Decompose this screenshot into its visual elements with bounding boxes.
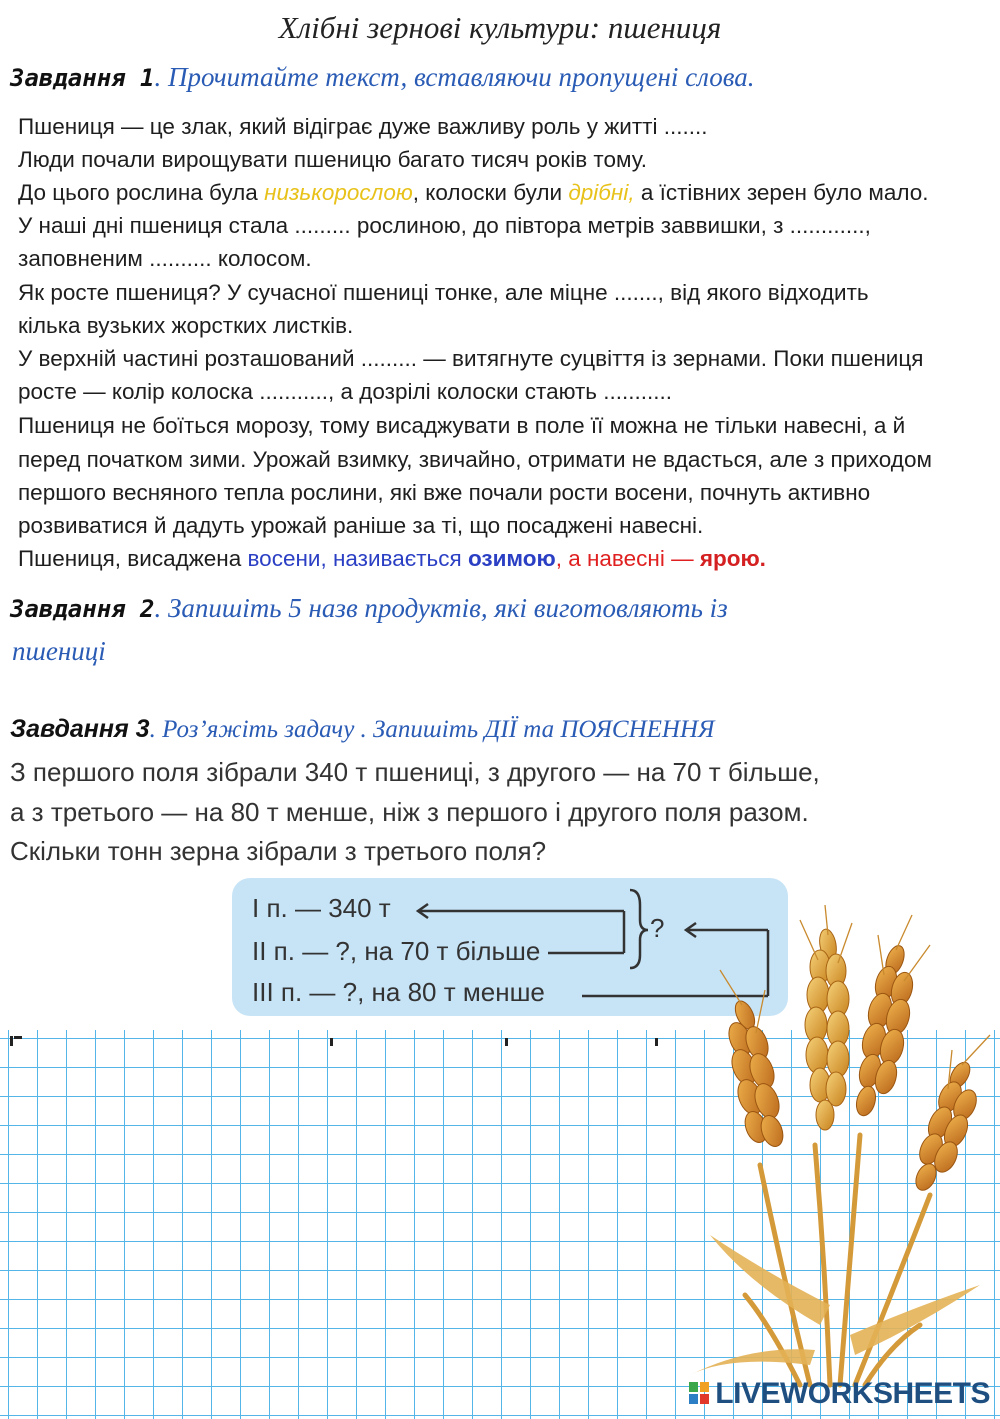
last-line-text-b: восени, називається (247, 546, 468, 571)
line3-text-c: , колоски були (412, 180, 569, 205)
highlight-word-short: низькорослою (264, 180, 413, 205)
task3-instruction: . Роз’яжіть задачу . Запишіть ДІЇ та ПОЯСНЕННЯ (149, 716, 715, 743)
task1-line-8: У верхній частині розташований ......... — витягнуте суцвіття із зернами. Поки пшениця (18, 346, 924, 371)
task1-line-6: Як росте пшениця? У сучасної пшениці тонке, але міцне ......., від якого відходить (18, 280, 869, 305)
wheat-illustration (690, 905, 1000, 1395)
liveworksheets-watermark (689, 1377, 990, 1411)
last-line-text-a: Пшениця, висаджена (18, 546, 248, 571)
schema-row-3: ІІІ п. — ?, на 80 т менше (252, 977, 545, 1007)
task1-number: Завдання 1 (10, 64, 155, 92)
line3-text-e: а їстівних зерен було мало. (634, 180, 929, 205)
schema-row-1: І п. — 340 т (252, 893, 391, 923)
task1-line-10: Пшениця не боїться морозу, тому висаджувати в поле її можна не тільки навесні, а й (18, 413, 906, 438)
task1-line-1: Пшениця — це злак, який відіграє дуже важливу роль у житті ....... (18, 114, 708, 139)
task1-line-13: розвиватися й дадуть урожай раніше за ті, що посаджені навесні. (18, 513, 704, 538)
task1-instruction: . Прочитайте текст, вставляючи пропущені слова. (154, 62, 755, 92)
task3-number: Завдання 3 (10, 715, 150, 743)
grid-cut-text-fragments (0, 1026, 700, 1046)
schema-question: ? (650, 913, 665, 943)
task2-instruction-cont: пшениці (12, 636, 106, 666)
problem-line-2: а з третього — на 80 т менше, ніж з першого і другого поля разом. (10, 797, 809, 827)
task1-line-7: кілька вузьких жорстких листків. (18, 313, 354, 338)
task1-line-5: заповненим .......... колосом. (18, 246, 312, 271)
page-title: Хлібні зернові культури: пшениця (278, 10, 722, 45)
problem-line-3: Скільки тонн зерна зібрали з третього поля? (10, 836, 547, 866)
task2-number: Завдання 2 (10, 595, 155, 623)
last-line-text-d: , а навесні — (555, 546, 700, 571)
task1-line-9: росте — колір колоска ..........., а дозрілі колоски стають ........... (18, 379, 673, 404)
winter-wheat-term: озимою (467, 546, 556, 571)
task1-line-2: Люди почали вирощувати пшеницю багато тисяч років тому. (18, 147, 647, 172)
task1-line-11: перед початком зими. Урожай взимку, звичайно, отримати не вдасться, але з приходом (18, 447, 932, 472)
task1-line-12: першого весняного тепла рослини, які вже почали рости восени, почнуть активно (18, 480, 871, 505)
problem-line-1: З першого поля зібрали 340 т пшениці, з другого — на 70 т більше, (10, 757, 820, 787)
highlight-word-small: дрібні, (568, 180, 635, 205)
schema-row-2: ІІ п. — ?, на 70 т більше (252, 936, 541, 966)
watermark-text: LIVEWORKSHEETS (715, 1377, 990, 1410)
line3-text-a: До цього рослина була (18, 180, 265, 205)
liveworksheets-logo-icon (689, 1382, 711, 1406)
spring-wheat-term: ярою. (699, 546, 766, 571)
task2-instruction: . Запишіть 5 назв продуктів, які виготовляють із (154, 593, 728, 623)
task1-line-4: У наші дні пшениця стала ......... рослиною, до півтора метрів заввишки, з ............, (18, 213, 871, 238)
